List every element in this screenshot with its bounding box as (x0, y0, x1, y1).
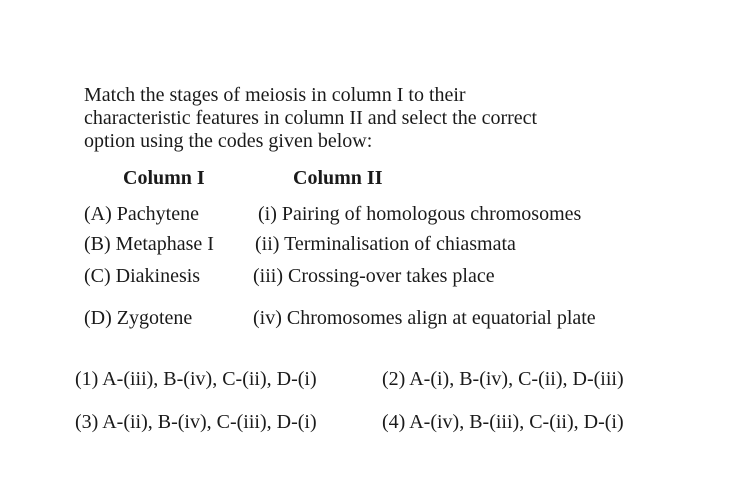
column-ii-item: (iii) Crossing-over takes place (253, 265, 495, 287)
column-ii-header: Column II (293, 167, 383, 189)
question-text: Match the stages of meiosis in column I to their characteristic features in column II and select the correct option using the codes given below: (84, 84, 538, 152)
column-i-item: (D) Zygotene (84, 307, 193, 329)
column-i-item: (C) Diakinesis (84, 265, 201, 287)
column-ii-item: (i) Pairing of homologous chromosomes (258, 203, 582, 225)
option-4[interactable]: (4) A-(iv), B-(iii), C-(ii), D-(i) (382, 411, 624, 433)
column-i-item: (B) Metaphase I (84, 233, 214, 255)
column-i-item: (A) Pachytene (84, 203, 199, 225)
column-ii-item: (ii) Terminalisation of chiasmata (255, 233, 516, 255)
option-3[interactable]: (3) A-(ii), B-(iv), C-(iii), D-(i) (75, 411, 317, 433)
option-1[interactable]: (1) A-(iii), B-(iv), C-(ii), D-(i) (75, 368, 317, 390)
option-2[interactable]: (2) A-(i), B-(iv), C-(ii), D-(iii) (382, 368, 624, 390)
column-ii-item: (iv) Chromosomes align at equatorial plate (253, 307, 596, 329)
column-i-header: Column I (123, 167, 205, 189)
